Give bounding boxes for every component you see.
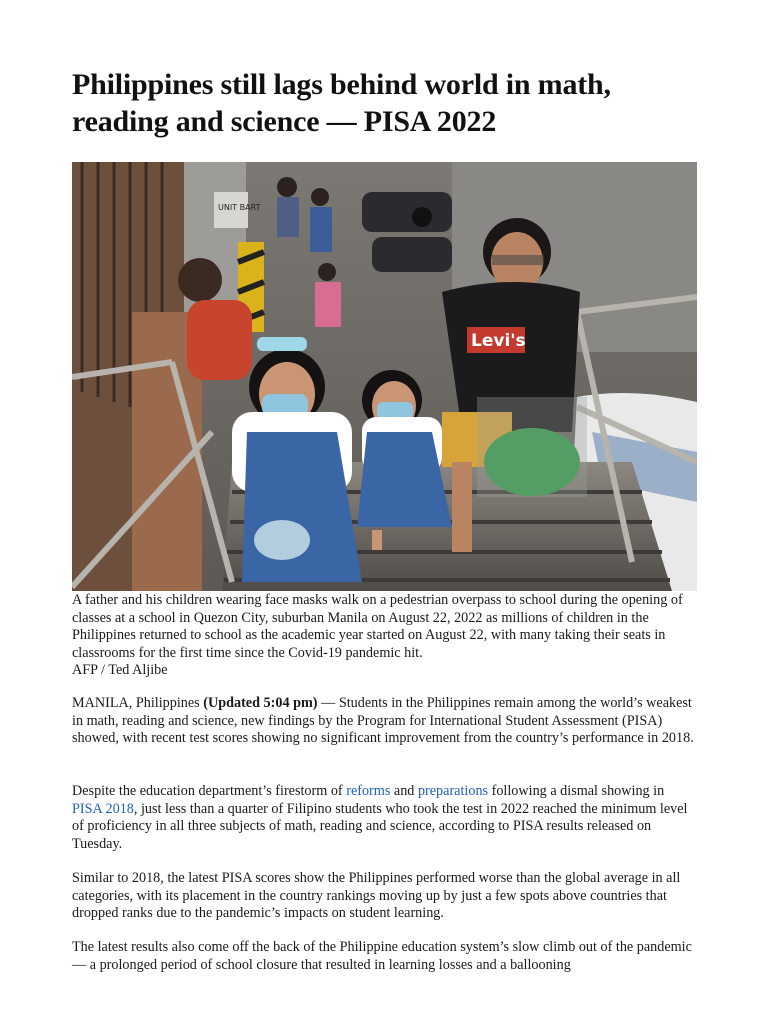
paragraph-2-text-1: Despite the education department’s firestorm of: [72, 783, 347, 799]
paragraph-3: Similar to 2018, the latest PISA scores show the Philippines performed worse than the global average in all categories, with its placement in the country rankings moving up by just a few spots above countries that dropped ranks due to the pandemic’s impacts on student learning.: [72, 870, 681, 922]
preparations-link[interactable]: preparations: [417, 783, 489, 799]
photo-credit: AFP / Ted Aljibe: [72, 662, 168, 679]
paragraph-2-text-4: , just less than a quarter of Filipino students who took the test in 2022 reached the minimum level of proficiency in all three subjects of math, reading and science, according to PISA results released on Tuesday.: [72, 800, 688, 852]
dateline: MANILA, Philippines: [72, 695, 204, 711]
paragraph-2-text-3: following a dismal showing in: [488, 783, 665, 799]
article-title: Philippines still lags behind world in math, reading and science — PISA 2022: [72, 68, 611, 138]
shirt-logo-text: Levi's: [471, 331, 526, 351]
paragraph-2-text-2: and: [390, 783, 418, 799]
photo-illustration: [72, 162, 697, 591]
paragraph-1: [72, 695, 697, 748]
pisa-2018-link[interactable]: PISA 2018: [72, 800, 134, 817]
reforms-link[interactable]: reforms: [346, 783, 391, 799]
paragraph-4: The latest results also come off the back of the Philippine education system’s slow climb out of the pandemic — a prolonged period of school closure that resulted in learning losses and a ballooning: [72, 939, 692, 973]
caption-text: A father and his children wearing face masks walk on a pedestrian overpass to school during the opening of classes at a school in Quezon City, suburban Manila on August 22, 2022 as millions of children in the Philippines returned to school as the academic year started on August 22, with many taking their seats in classrooms for the first time since the Covid-19 pandemic hit.: [72, 592, 683, 661]
article-photo: [72, 162, 697, 591]
photo-caption: [72, 592, 697, 680]
pole-sign-text: UNIT BART: [218, 203, 261, 212]
paragraph-1-text: — Students in the Philippines remain among the world’s weakest in math, reading and science, new findings by the Program for International Student Assessment (PISA) showed, with recent test scores showing no significant improvement from the country’s performance in 2018.: [72, 695, 694, 747]
paragraph-2: [72, 783, 697, 853]
updated-timestamp: (Updated 5:04 pm): [203, 695, 318, 711]
